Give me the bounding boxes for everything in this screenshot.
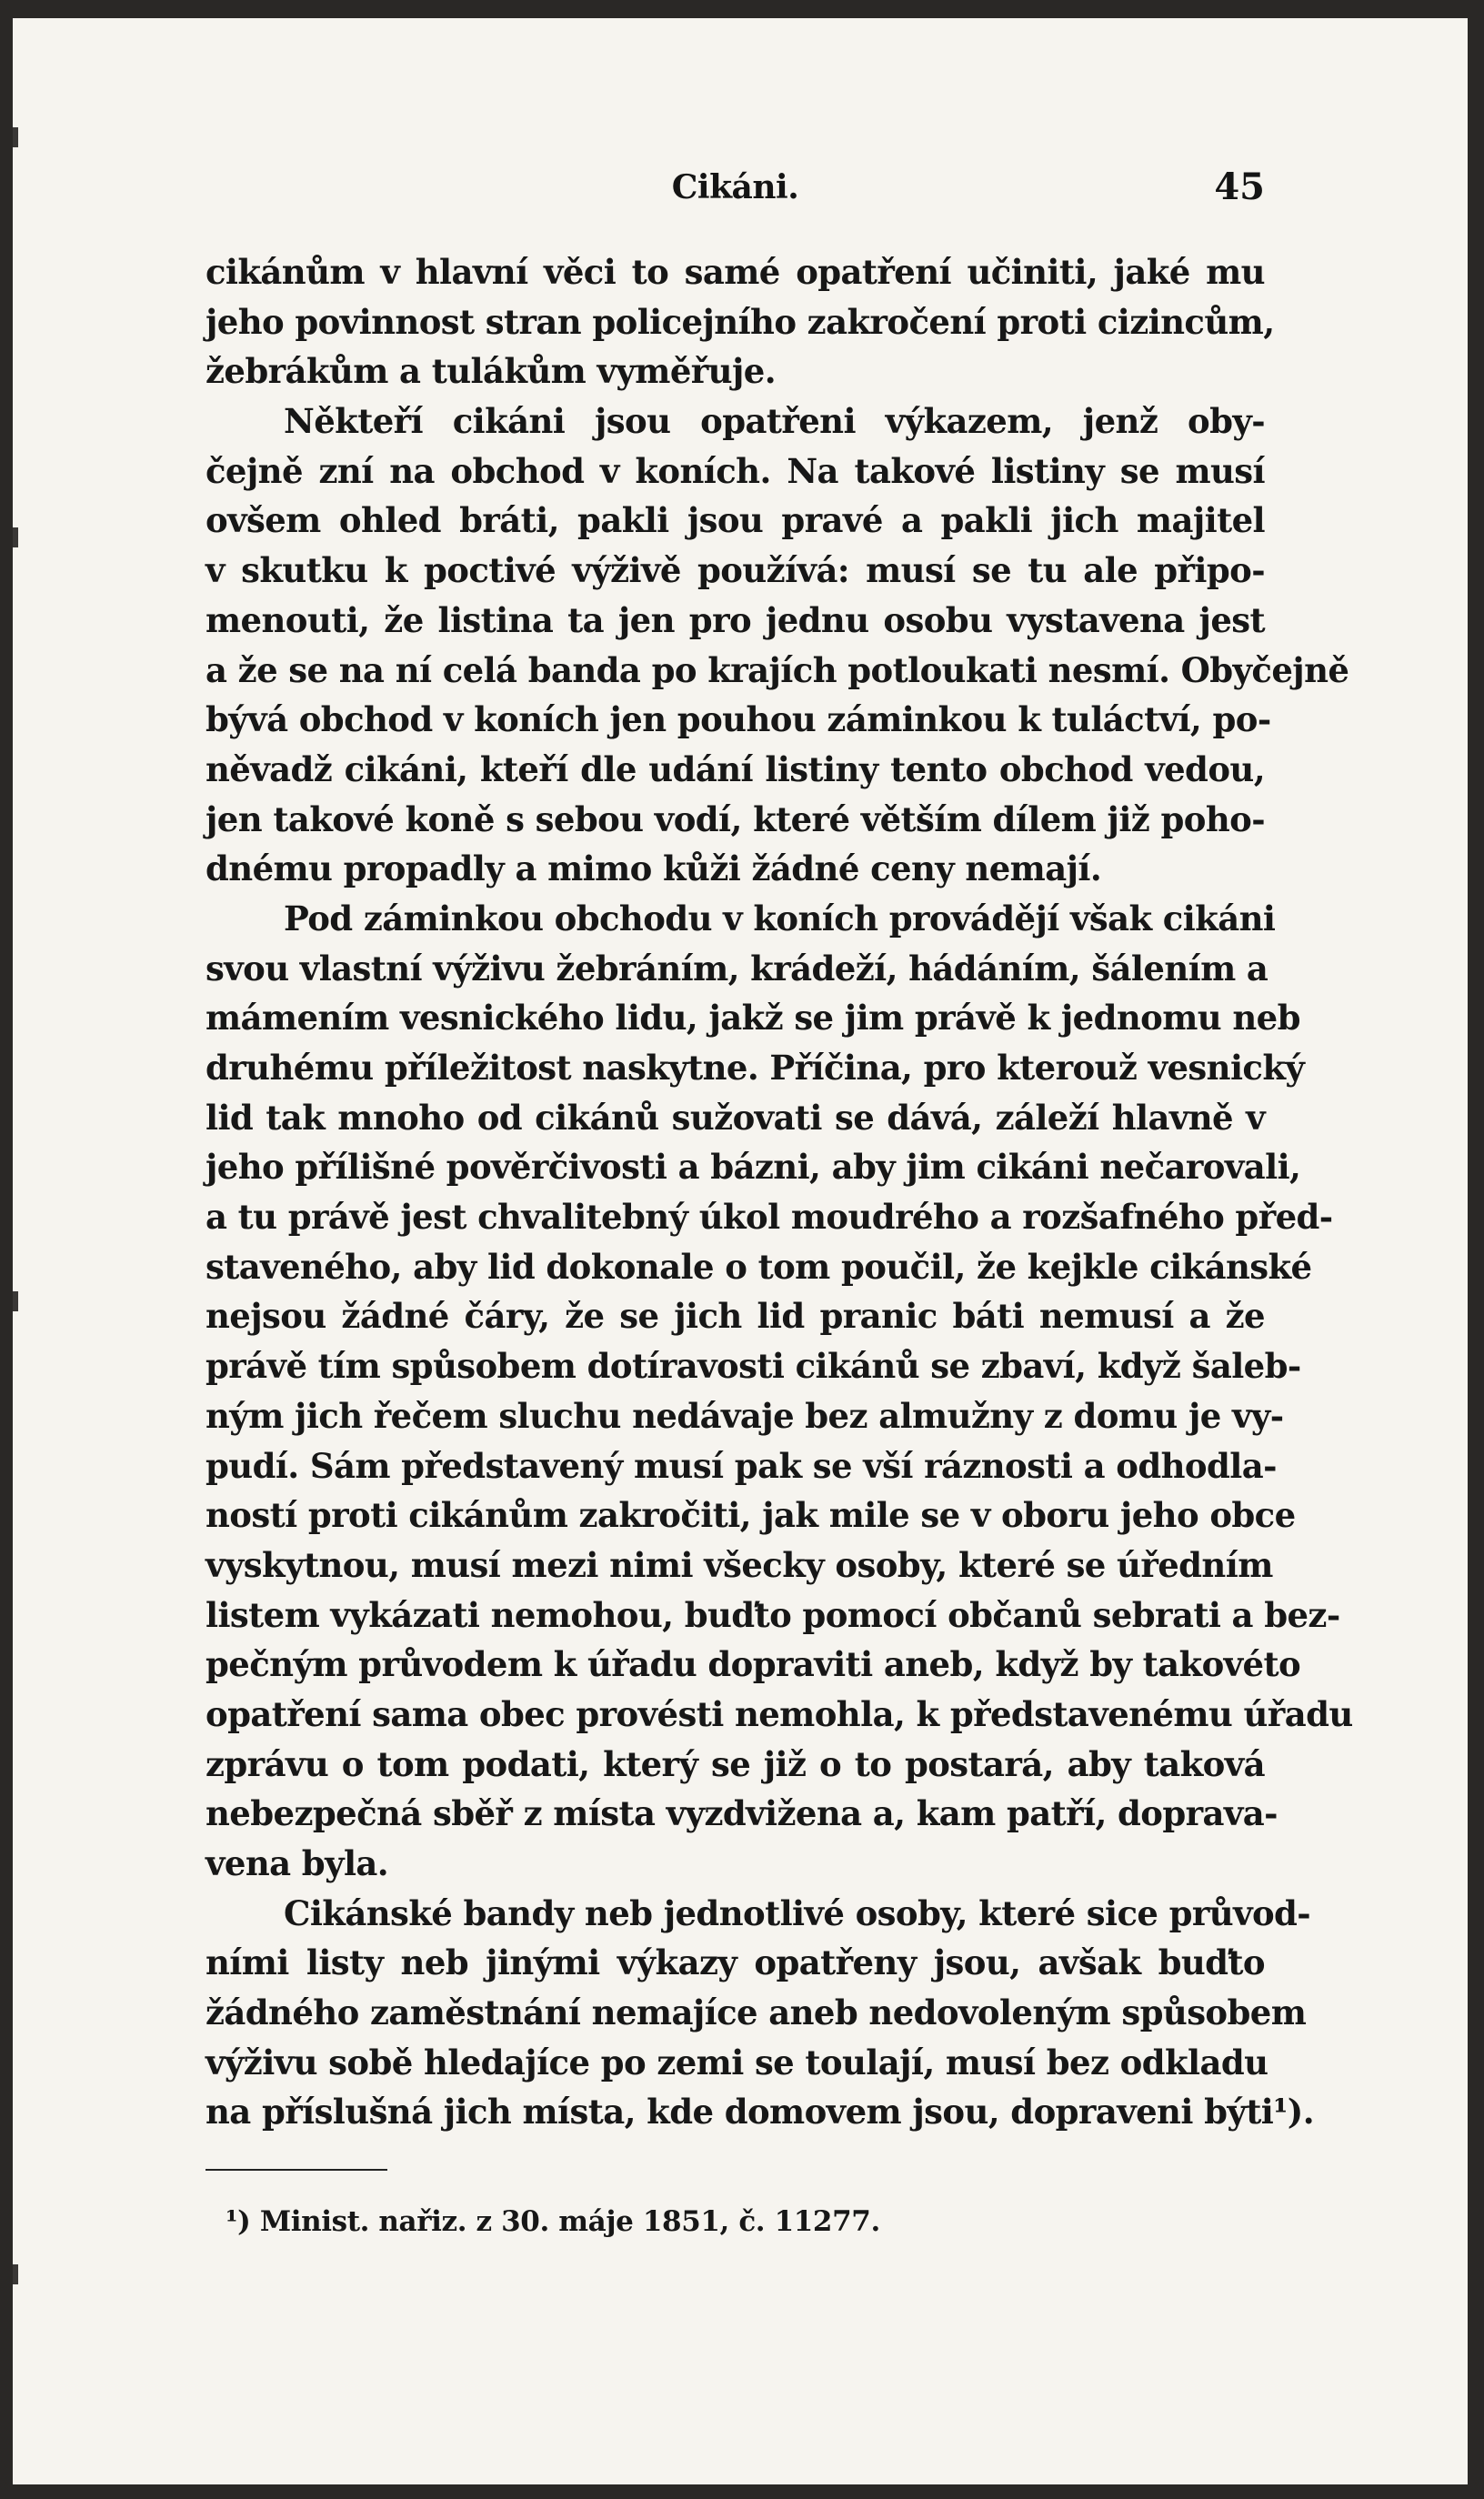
scan-edge-mark xyxy=(13,1291,18,1311)
book-page xyxy=(13,18,1468,2484)
text-line: vyskytnou, musí mezi nimi všecky osoby, které se úředním xyxy=(206,1544,1273,1585)
text-line: právě tím spůsobem dotíravosti cikánů se zbaví, když šaleb- xyxy=(206,1346,1301,1387)
text-line: a tu právě jest chvalitebný úkol moudrého a rozšafného před- xyxy=(206,1197,1333,1238)
text-line: bývá obchod v koních jen pouhou záminkou k tuláctví, po- xyxy=(206,699,1271,740)
text-line: svou vlastní výživu žebráním, krádeží, hádáním, šálením a xyxy=(206,948,1268,989)
running-head xyxy=(206,160,1265,215)
text-line: ovšem ohled bráti, pakli jsou pravé a pakli jich majitel xyxy=(206,500,1265,541)
text-line: zprávu o tom podati, který se již o to postará, aby taková xyxy=(206,1743,1265,1784)
text-line: ností proti cikánům zakročiti, jak mile se v oboru jeho obce xyxy=(206,1495,1296,1536)
text-line: Cikánské bandy neb jednotlivé osoby, které sice průvod- xyxy=(284,1892,1311,1933)
text-line: cikánům v hlavní věci to samé opatření učiniti, jaké mu xyxy=(206,252,1265,292)
text-line: vena byla. xyxy=(206,1843,389,1883)
text-line: nejsou žádné čáry, že se jich lid pranic báti nemusí a že xyxy=(206,1296,1265,1337)
text-line: a že se na ní celá banda po krajích potloukati nesmí. Obyčejně xyxy=(206,649,1349,690)
text-line: listem vykázati nemohou, buďto pomocí občanů sebrati a bez- xyxy=(206,1594,1340,1635)
text-line: pečným průvodem k úřadu dopraviti aneb, když by takovéto xyxy=(206,1644,1301,1685)
text-line: menouti, že listina ta jen pro jednu osobu vystavena jest xyxy=(206,599,1265,640)
text-line: mámením vesnického lidu, jakž se jim právě k jednomu neb xyxy=(206,998,1300,1039)
text-line: něvadž cikáni, kteří dle udání listiny tento obchod vedou, xyxy=(206,748,1265,789)
text-line: jen takové koně s sebou vodí, které větším dílem již poho- xyxy=(206,798,1265,839)
text-line: nebezpečná sběř z místa vyzdvižena a, kam patří, doprava- xyxy=(206,1793,1278,1834)
running-title: Cikáni. xyxy=(671,168,799,206)
text-line: dnému propadly a mimo kůži žádné ceny nemají. xyxy=(206,848,1102,889)
text-line: čejně zní na obchod v koních. Na takové listiny se musí xyxy=(206,450,1265,491)
scan-edge-mark xyxy=(13,127,18,147)
text-line: ními listy neb jinými výkazy opatřeny jsou, avšak buďto xyxy=(206,1942,1265,1983)
text-line: Pod záminkou obchodu v koních provádějí však cikáni xyxy=(284,898,1276,938)
text-line: ným jich řečem sluchu nedávaje bez almužny z domu je vy- xyxy=(206,1395,1284,1436)
text-line: žebrákům a tulákům vyměřuje. xyxy=(206,351,776,392)
footnote: ¹) Minist. nařiz. z 30. máje 1851, č. 11277. xyxy=(226,2205,880,2238)
body-text xyxy=(206,247,1353,2137)
text-line: jeho povinnost stran policejního zakročení proti cizincům, xyxy=(206,301,1275,342)
footnote-rule xyxy=(206,2169,387,2171)
text-line: jeho přílišné pověrčivosti a bázni, aby jim cikáni nečarovali, xyxy=(206,1147,1301,1188)
text-line: staveného, aby lid dokonale o tom poučil, že kejkle cikánské xyxy=(206,1246,1312,1287)
text-line: Někteří cikáni jsou opatřeni výkazem, jenž oby- xyxy=(284,401,1265,442)
text-line: opatření sama obec provésti nemohla, k představenému úřadu xyxy=(206,1693,1353,1734)
text-line: lid tak mnoho od cikánů sužovati se dává, záleží hlavně v xyxy=(206,1097,1265,1138)
text-line: v skutku k poctivé výživě používá: musí se tu ale připo- xyxy=(206,550,1265,591)
text-line: výživu sobě hledajíce po zemi se toulají, musí bez odkladu xyxy=(206,2042,1268,2082)
text-line: žádného zaměstnání nemajíce aneb nedovoleným spůsobem xyxy=(206,1992,1307,2033)
scan-edge-mark xyxy=(13,527,18,547)
text-line: druhému příležitost naskytne. Příčina, pro kterouž vesnický xyxy=(206,1048,1305,1088)
scan-edge-mark xyxy=(13,2264,18,2284)
text-line: pudí. Sám představený musí pak se vší ráznosti a odhodla- xyxy=(206,1445,1277,1486)
text-line: na příslušná jich místa, kde domovem jsou, dopraveni býti¹). xyxy=(206,2092,1314,2133)
page-number: 45 xyxy=(1214,166,1265,208)
